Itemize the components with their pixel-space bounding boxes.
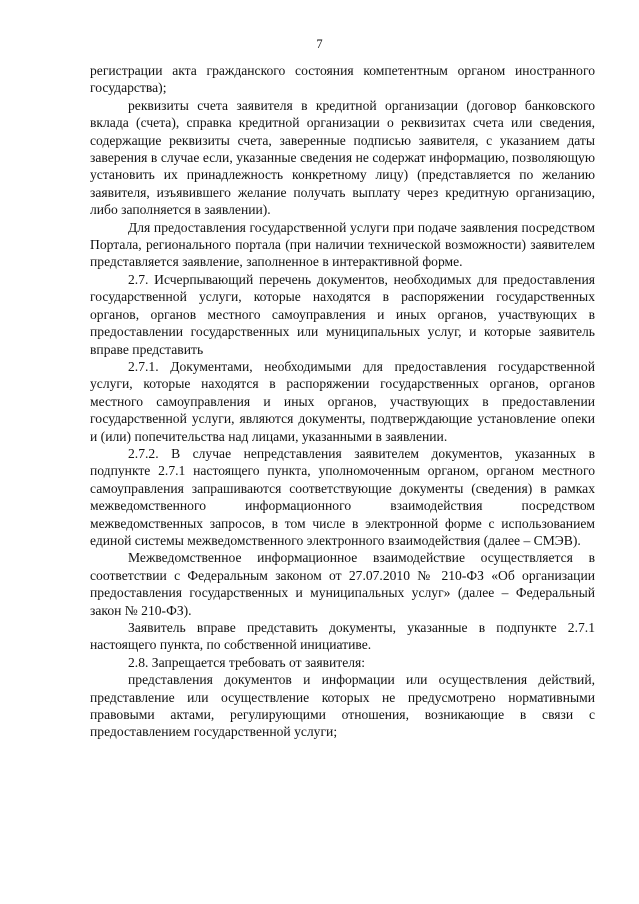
paragraph-2-7-2: 2.7.2. В случае непредставления заявителем документов, указанных в подпункте 2.7.1 настоящего пункта, уполномоченным органом, органом местного самоуправления запрашиваются соответствующие документы (сведения) в рамках межведомственного информационного взаимодействия посредством межведомственных запросов, в том числе в электронной форме с использованием единой системы межведомственного электронного взаимодействия (далее – СМЭВ). bbox=[90, 445, 595, 548]
page-number: 7 bbox=[316, 37, 323, 51]
paragraph-civil-registration: регистрации акта гражданского состояния компетентным органом иностранного государства); bbox=[90, 63, 595, 96]
document-body bbox=[90, 62, 595, 741]
paragraph-prohibited-requirements: представления документов и информации или осуществления действий, представление или осуществление которых не предусмотрено нормативными правовыми актами, регулирующими отношения, возникающие в связи с предоставлением государственной услуги; bbox=[90, 672, 595, 740]
paragraph-own-initiative: Заявитель вправе представить документы, указанные в подпункте 2.7.1 настоящего пункта, по собственной инициативе. bbox=[90, 620, 595, 653]
paragraph-portal-submission: Для предоставления государственной услуги при подаче заявления посредством Портала, регионального портала (при наличии технической возможности) заявителем представляется заявление, заполненное в интерактивной форме. bbox=[90, 219, 595, 270]
paragraph-2-7-1: 2.7.1. Документами, необходимыми для предоставления государственной услуги, которые находятся в распоряжении государственных органов, органов местного самоуправления и иных органов, участвующих в предоставлении государственной услуги, являются документы, подтверждающие установление опеки и (или) попечительства над лицами, указанными в заявлении. bbox=[90, 358, 595, 444]
paragraph-interagency-interaction: Межведомственное информационное взаимодействие осуществляется в соответствии с Федеральным законом от 27.07.2010 № 210-ФЗ «Об организации предоставления государственных и муниципальных услуг» (далее – Федеральный закон № 210-ФЗ). bbox=[90, 550, 595, 618]
paragraph-2-8: 2.8. Запрещается требовать от заявителя: bbox=[128, 654, 366, 670]
paragraph-2-7: 2.7. Исчерпывающий перечень документов, необходимых для предоставления государственной услуги, которые находятся в распоряжении государственных органов, органов местного самоуправления и иных органов, участвующих в предоставлении государственных или муниципальных услуг, и которые заявитель вправе представить bbox=[90, 271, 595, 357]
paragraph-bank-details: реквизиты счета заявителя в кредитной организации (договор банковского вклада (счета), справка кредитной организации о реквизитах счета или сведения, содержащие реквизиты счета, заверенные подписью заявителя, с указанием даты заверения в случае если, указанные сведения не содержат информацию, позволяющую установить их принадлежность конкретному лицу) (представляется по желанию заявителя, изъявившего желание получать выплату через кредитную организацию, либо заполняется в заявлении). bbox=[90, 97, 595, 218]
